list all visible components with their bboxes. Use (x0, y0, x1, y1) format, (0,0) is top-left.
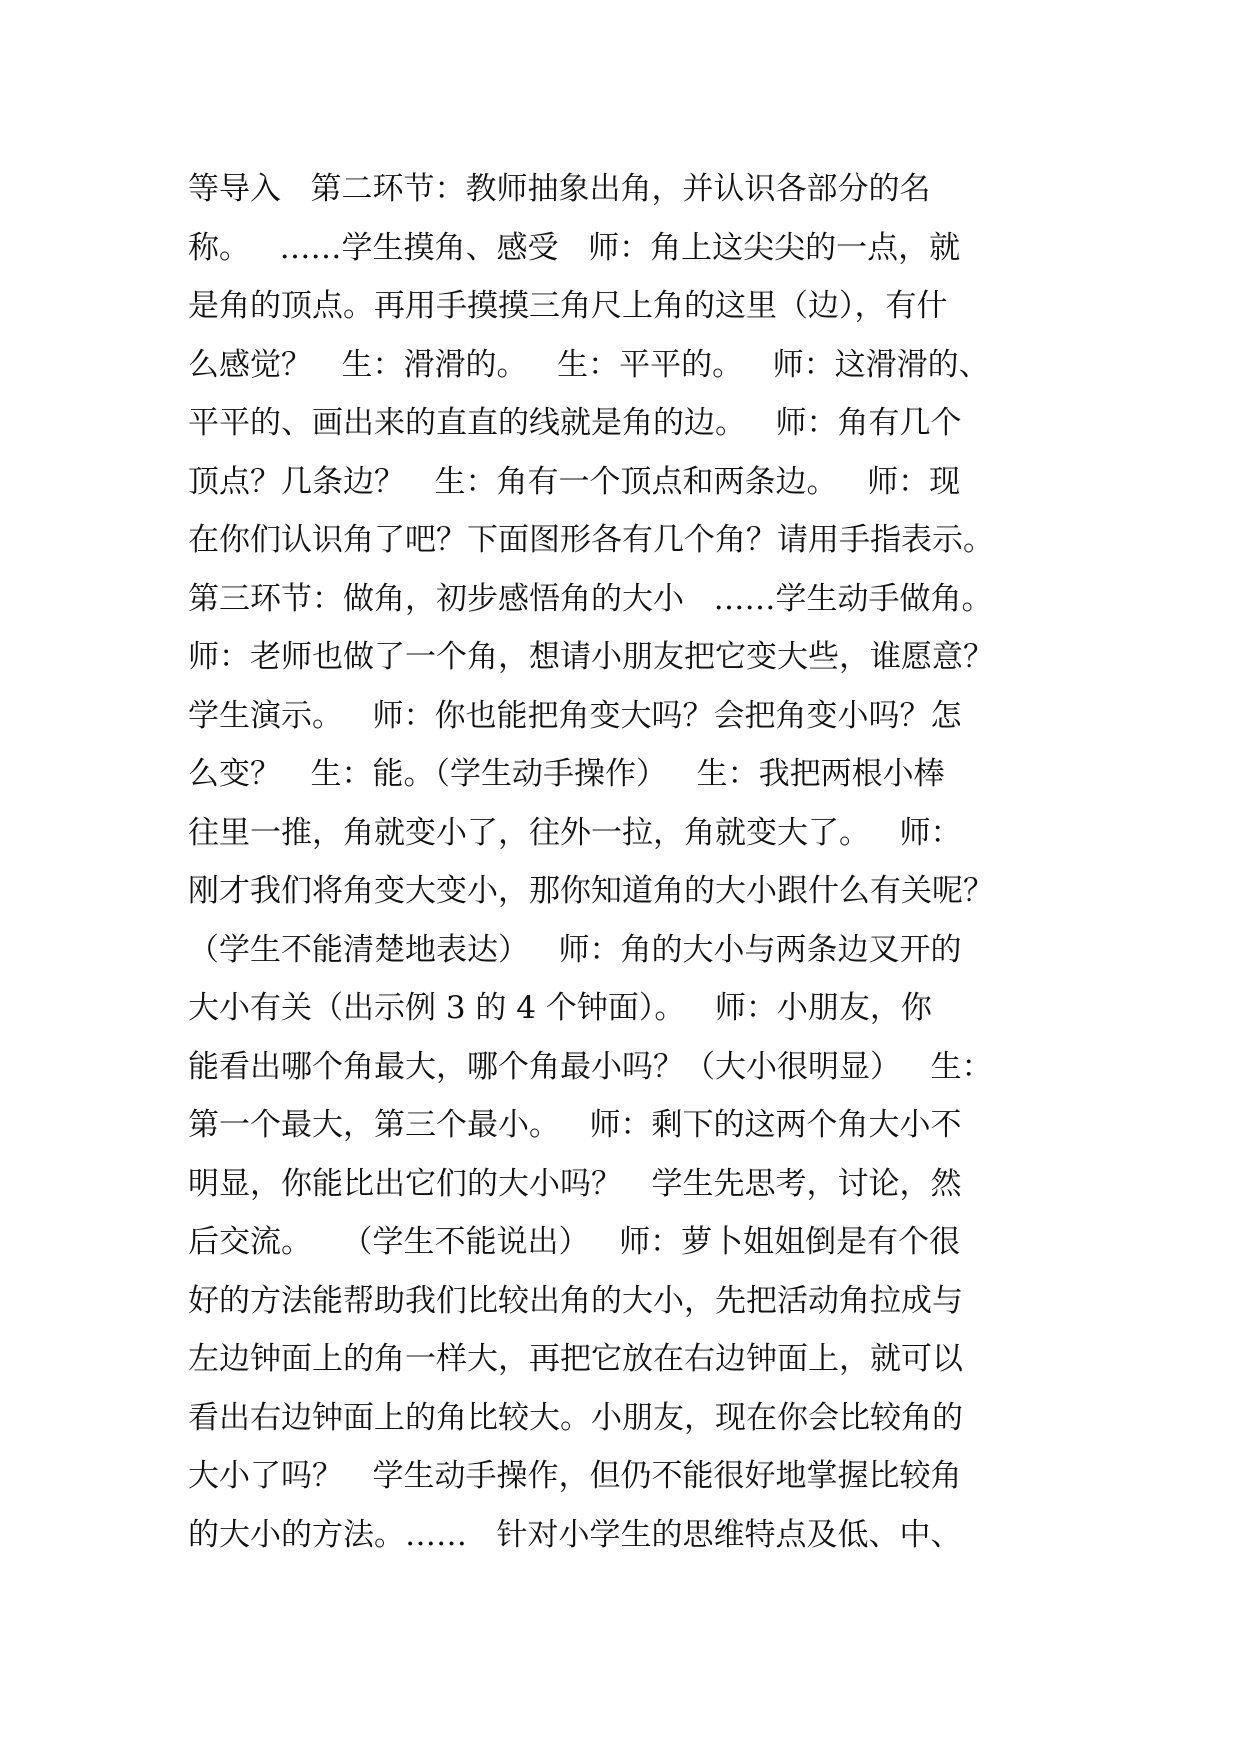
text-line: 看出右边钟面上的角比较大。小朋友，现在你会比较角的 (188, 1399, 963, 1436)
text-line: 平平的、画出来的直直的线就是角的边。 师：角有几个 (188, 405, 962, 441)
text-line: 么感觉？ 生：滑滑的。 生：平平的。 师：这滑滑的、 (188, 346, 990, 383)
text-line: 刚才我们将角变大变小，那你知道角的大小跟什么有关呢？ (188, 873, 994, 909)
text-line: 明显，你能比出它们的大小吗？ 学生先思考，讨论，然 (188, 1165, 962, 1202)
text-line: 好的方法能帮助我们比较出角的大小，先把活动角拉成与 (188, 1282, 963, 1319)
text-line: 顶点？几条边？ 生：角有一个顶点和两条边。 师：现 (188, 463, 961, 500)
text-line: 大小了吗？ 学生动手操作，但仍不能很好地掌握比较角 (188, 1458, 962, 1494)
text-line: 师：老师也做了一个角，想请小朋友把它变大些，谁愿意？ (188, 639, 994, 675)
text-line: 左边钟面上的角一样大，再把它放在右边钟面上，就可以 (188, 1341, 963, 1377)
text-line: 么变？ 生：能。（学生动手操作） 生：我把两根小棒 (188, 756, 945, 792)
text-line: 称。 ……学生摸角、感受 师：角上这尖尖的一点，就 (188, 229, 961, 266)
body-text (188, 160, 1088, 1564)
text-line: 是角的顶点。再用手摸摸三角尺上角的这里（边），有什 (188, 288, 948, 324)
text-line: 学生演示。 师：你也能把角变大吗？会把角变小吗？怎 (188, 697, 962, 734)
text-line: 后交流。 （学生不能说出） 师：萝卜姐姐倒是有个很 (188, 1224, 961, 1260)
text-line: 第一个最大，第三个最小。 师：剩下的这两个角大小不 (188, 1107, 962, 1143)
text-line: 大小有关（出示例 3 的 4 个钟面）。 师：小朋友，你 (188, 990, 932, 1026)
text-line: 在你们认识角了吧？下面图形各有几个角？请用手指表示。 (188, 522, 994, 558)
text-line: 等导入 第二环节：教师抽象出角，并认识各部分的名 (188, 171, 931, 207)
text-line: 往里一推，角就变小了，往外一拉，角就变大了。 师： (188, 814, 962, 851)
text-line: 第三环节：做角，初步感悟角的大小 ……学生动手做角。 (188, 580, 993, 617)
text-line: 的大小的方法。…… 针对小学生的思维特点及低、中、 (188, 1516, 962, 1553)
text-line: （学生不能清楚地表达） 师：角的大小与两条边叉开的 (188, 931, 962, 968)
text-line: 能看出哪个角最大，哪个角最小吗？（大小很明显） 生： (188, 1048, 993, 1085)
